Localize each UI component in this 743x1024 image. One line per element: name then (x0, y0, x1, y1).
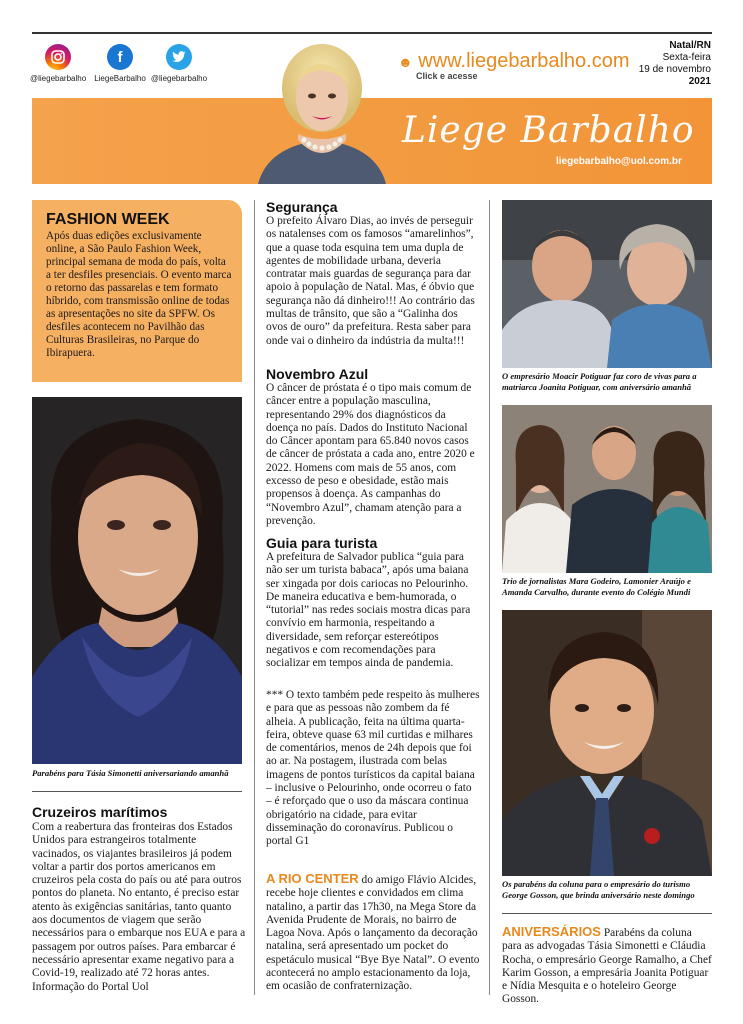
year: 2021 (688, 76, 711, 87)
website-link[interactable] (398, 50, 630, 81)
rio-center-body: do amigo Flávio Alcides, recebe hoje clientes e convidados em clima natalino, a partir das 17h30, na Mega Store da Avenida Prudente de Morais, no bairro de Lagoa Nova. Após o lançamento da decoração natalina, será apresentado um pocket do espetáculo musical “Bye Bye Natal”. O evento acontecerá no amplo estacionamento da loja, em ocasião de confraternização. (266, 874, 480, 993)
twitter-link[interactable] (150, 44, 208, 83)
caption-george-gosson: Os parabéns da coluna para o empresário do turismo George Gosson, que brinda aniversário neste domingo (502, 879, 695, 900)
rio-center-label: A RIO CENTER (266, 871, 359, 886)
photo-george-gosson (502, 610, 712, 876)
caption-moacir-joanita: O empresário Moacir Potiguar faz coro de vivas para a matriarca Joanita Potiguar, com aniversário amanhã (502, 371, 697, 392)
left-divider (32, 791, 242, 792)
person-icon: ☻ (398, 54, 413, 70)
aniversarios-note (502, 925, 714, 1007)
website-sub: Click e acesse (416, 71, 478, 81)
guia-turista-body: A prefeitura de Salvador publica “guia para não ser um turista babaca”, após uma baiana ser xingada por dois cariocas no Pelourinho. De maneira educativa e bem-humorada, o “tutorial” nas redes sociais mostra dicas para convívio em harmonia, respeitando a diversidade, sem reforçar estereótipos negativos e com recomendações para socializar em tempos ainda de pandemia. (266, 551, 471, 670)
instagram-handle: @liegebarbalho (30, 74, 87, 83)
novembro-azul-body: O câncer de próstata é o tipo mais comum de câncer entre a população masculina, representando 29% dos diagnósticos da doença no país. Dados do Instituto Nacional do Câncer apontam para 65.840 novos casos de câncer de próstata a cada ano, entre 2020 e 2022. Homens com mais de 55 anos, com excesso de peso e obesidade, estão mais propensos à doença. As campanhas do “Novembro Azul”, chamam atenção para a prevenção. (266, 382, 475, 527)
right-divider (502, 913, 712, 914)
city: Natal/RN (669, 40, 711, 51)
fashion-week-title: FASHION WEEK (46, 211, 170, 228)
seguranca-title: Segurança (266, 199, 338, 215)
fashion-week-body: Após duas edições exclusivamente online, a São Paulo Fashion Week, principal semana de moda do país, volta a ter desfiles presenciais. O evento marca o retorno das passarelas e tem formato híbrido, com transmissão online de todas as apresentações no site da SPFW. Os desfiles acontecem no Pavilhão das Culturas Brasileiras, no Parque do Ibirapuera. (46, 230, 232, 359)
weekday: Sexta-feira (662, 52, 711, 63)
instagram-link[interactable] (30, 44, 86, 83)
date: 19 de novembro (638, 64, 711, 75)
brand-title: Liege Barbalho (402, 110, 695, 151)
photo-trio-jornalistas (502, 405, 712, 573)
cruzeiros-body: Com a reabertura das fronteiras dos Estados Unidos para estrangeiros totalmente vacinados, os viajantes brasileiros já podem voltar a partir dos portos americanos em cruzeiros pela costa do país ou até para outros pontos do planeta. No entanto, é preciso estar atento às exigências sanitárias, tanto quanto aos documentos de viagem que serão necessários para o embarque nos EUA e para a passagem por outros países. Para embarcar é necessário apresentar exame negativo para a Covid-19, realizado até 72 horas antes. Informação do Portal Uol (32, 821, 246, 993)
rio-center-note (266, 872, 482, 994)
caption-left-photo: Parabéns para Tásia Simonetti aniversariando amanhã (32, 768, 229, 778)
caption-trio-jornalistas: Trio de jornalistas Mara Godeiro, Lamonier Araújo e Amanda Carvalho, durante evento do Colégio Mundi (502, 576, 691, 597)
top-rule (32, 32, 712, 34)
novembro-azul-title: Novembro Azul (266, 366, 369, 382)
guia-turista-title: Guia para turista (266, 535, 378, 551)
twitter-icon (166, 44, 192, 70)
column-divider-2 (489, 200, 490, 995)
facebook-icon: f (107, 44, 133, 70)
photo-moacir-joanita (502, 200, 712, 368)
website-url: www.liegebarbalho.com (418, 50, 630, 72)
fashion-week-box (32, 200, 242, 382)
contact-email[interactable]: liegebarbalho@uol.com.br (556, 156, 682, 167)
aniversarios-label: ANIVERSÁRIOS (502, 924, 601, 939)
aniversarios-body: Parabéns da coluna para as advogadas Tásia Simonetti e Cláudia Rocha, o empresário George Ramalho, a Chef Karim Gosson, a empresária Joanita Potiguar e Nídia Mesquita e o hoteleiro George Gosson. (502, 927, 712, 1006)
guia-turista-body-2: *** O texto também pede respeito às mulheres e para que as pessoas não zombem da fé alheia. A publicação, feita na última quarta-feira, obteve quase 63 mil curtidas e milhares de comentários, menos de 24h depois que foi ao ar. Na postagem, ilustrada com belas imagens de pontos turísticos da capital baiana – inclusive o Pelourinho, onde ocorreu o fato – é reforçado que o uso da máscara continua obrigatório na cidade, para evitar disseminação do coronavírus. Publicou o portal G1 (266, 689, 480, 848)
photo-tasia-simonetti (32, 397, 242, 764)
facebook-link[interactable] (92, 44, 148, 83)
cruzeiros-title: Cruzeiros marítimos (32, 804, 168, 820)
edition-date (639, 40, 711, 88)
instagram-icon (45, 44, 71, 70)
column-divider-1 (254, 200, 255, 995)
twitter-handle: @liegebarbalho (150, 74, 208, 83)
columnist-portrait (248, 36, 396, 184)
seguranca-body: O prefeito Álvaro Dias, ao invés de perseguir os natalenses com os famosos “amarelinhos”, que a quase toda esquina tem uma dupla de agentes de mobilidade urbana, deveria contratar mais guardas de segurança para dar apoio à população de Natal. Mas, é óbvio que segurança não dá dinheiro!!! Ao contrário das multas de trânsito, que são a “Galinha dos ovos de ouro” da prefeitura. Resta saber para onde vai o dinheiro da indústria da multa!!! (266, 215, 475, 347)
facebook-handle: LiegeBarbalho (94, 74, 146, 83)
